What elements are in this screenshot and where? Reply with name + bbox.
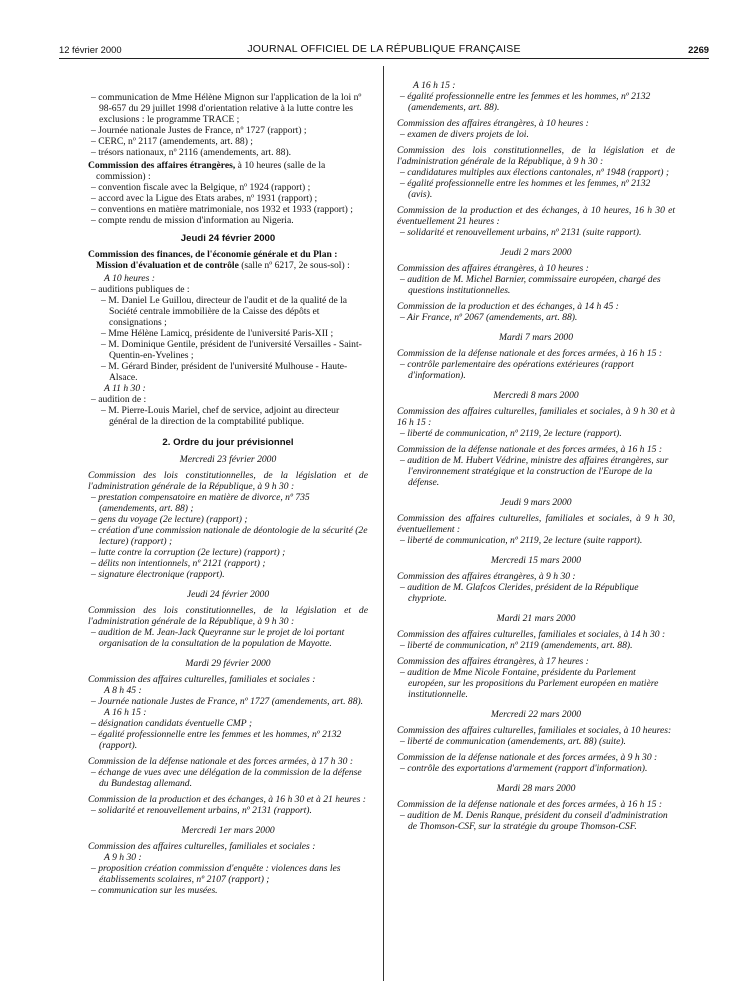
list-item-text: M. Gérard Binder, président de l'université Mulhouse - Haute-Alsace. (108, 361, 348, 383)
day-heading: Mercredi 15 mars 2000 (490, 555, 582, 566)
list-item-text: liberté de communication, nº 2119, 2e lecture (rapport). (407, 428, 622, 439)
list-item-text: Air France, nº 2067 (amendements, art. 88). (407, 312, 578, 323)
list-item-text: convention fiscale avec la Belgique, nº 1924 (rapport) ; (98, 182, 311, 193)
list-item (397, 274, 675, 296)
dash-marker: – (400, 667, 408, 678)
item-list (397, 312, 675, 323)
list-item-text: audition de M. Michel Barnier, commissaire européen, chargé des questions institutionnelles. (407, 274, 661, 296)
list-item-text: délits non intentionnels, nº 2121 (rapport) ; (98, 558, 266, 569)
commission-paragraph: Commission des affaires culturelles, familiales et sociales, à 9 h 30 et à 16 h 15 : (397, 406, 675, 428)
list-item-text: égalité professionnelle entre les hommes et les femmes, nº 2132 (avis). (407, 178, 651, 200)
item-list (397, 91, 675, 113)
day-heading: Jeudi 9 mars 2000 (500, 497, 572, 508)
day-heading: Mardi 28 mars 2000 (496, 783, 576, 794)
list-item (88, 339, 368, 361)
item-list (88, 696, 368, 707)
header-rule (59, 58, 709, 59)
dash-marker: – (400, 535, 408, 546)
dash-marker: – (91, 547, 99, 558)
dash-marker: – (91, 696, 99, 707)
dash-marker: – (91, 182, 99, 193)
dash-marker: – (91, 729, 99, 740)
list-item (88, 863, 368, 885)
list-item-text: audition de M. Hubert Védrine, ministre des affaires étrangères, sur l'environnement stratégique et la construction de l'Europe de la défense. (407, 455, 669, 488)
dash-marker: – (400, 227, 408, 238)
dash-marker: – (91, 92, 99, 103)
day-heading: Mardi 29 février 2000 (185, 658, 271, 669)
dash-marker: – (400, 91, 408, 102)
dash-marker: – (101, 339, 109, 350)
list-item (397, 640, 675, 651)
dash-marker: – (400, 763, 408, 774)
list-item-text: signature électronique (rapport). (98, 569, 225, 580)
item-list (88, 627, 368, 649)
list-item-text: désignation candidats éventuelle CMP ; (98, 718, 253, 729)
list-item-text: Journée nationale Justes de France, nº 1727 (rapport) ; (98, 125, 307, 136)
commission-paragraph: Commission des finances, de l'économie générale et du Plan : Mission d'évaluation et de contrôle (salle nº 6217, 2e sous-sol) : (88, 249, 350, 271)
list-item-text: communication sur les musées. (98, 885, 218, 896)
dash-marker: – (400, 167, 408, 178)
item-list (397, 640, 675, 651)
commission-paragraph: Commission de la défense nationale et des forces armées, à 16 h 15 : (397, 799, 663, 810)
dash-marker: – (91, 805, 99, 816)
day-heading: Jeudi 24 février 2000 (180, 233, 276, 244)
item-list (397, 167, 675, 200)
list-item (397, 582, 675, 604)
commission-paragraph: Commission des affaires étrangères, à 10 heures (salle de la commission) : (88, 160, 326, 182)
time-label: A 9 h 30 : (104, 852, 142, 863)
time-label: A 16 h 15 : (104, 707, 147, 718)
dash-marker: – (91, 767, 99, 778)
list-item-text: trésors nationaux, nº 2116 (amendements, art. 88). (98, 147, 292, 158)
commission-paragraph: Commission des lois constitutionnelles, de la législation et de l'administration générale de la République, à 9 h 30 : (397, 145, 675, 167)
list-item (88, 182, 368, 193)
commission-paragraph: Commission de la défense nationale et des forces armées, à 16 h 15 : (397, 444, 663, 455)
day-heading: Mercredi 23 février 2000 (179, 454, 277, 465)
list-item-text: accord avec la Ligue des Etats arabes, nº 1931 (rapport) ; (98, 193, 318, 204)
list-item (88, 328, 368, 339)
list-item (88, 136, 368, 147)
dash-marker: – (91, 125, 99, 136)
list-item-text: Journée nationale Justes de France, nº 1727 (amendements, art. 88). (98, 696, 364, 707)
item-list (88, 92, 368, 158)
dash-marker: – (91, 147, 99, 158)
list-item (88, 295, 368, 328)
list-item (397, 810, 675, 832)
dash-marker: – (101, 328, 109, 339)
list-item (397, 167, 675, 178)
item-list (397, 763, 675, 774)
list-item: – auditions publiques de : (91, 284, 190, 295)
list-item-text: égalité professionnelle entre les femmes et les hommes, nº 2132 (rapport). (98, 729, 342, 751)
day-heading: Jeudi 2 mars 2000 (500, 247, 572, 258)
dash-marker: – (91, 525, 99, 536)
list-item (397, 359, 675, 381)
item-list (397, 667, 675, 700)
item-list (397, 535, 675, 546)
list-item-text: liberté de communication (amendements, art. 88) (suite). (407, 736, 626, 747)
right-column (397, 80, 675, 832)
list-item (397, 129, 675, 140)
list-item (397, 667, 675, 700)
list-item-text: audition de M. Jean-Jack Queyranne sur le projet de loi portant organisation de la consultation de la population de Mayotte. (98, 627, 345, 649)
dash-marker: – (91, 863, 99, 874)
header-date: 12 février 2000 (59, 44, 122, 55)
list-item-text: solidarité et renouvellement urbains, nº 2131 (suite rapport). (407, 227, 642, 238)
commission-paragraph: Commission des affaires étrangères, à 17 heures : (397, 656, 589, 667)
dash-marker: – (400, 736, 408, 747)
list-item-text: M. Daniel Le Guillou, directeur de l'audit et de la qualité de la Société centrale immobilière de la Caisse des dépôts et consignations ; (108, 295, 348, 328)
dash-marker: – (400, 640, 408, 651)
time-label: A 8 h 45 : (104, 685, 142, 696)
day-heading: Mercredi 8 mars 2000 (493, 390, 579, 401)
commission-paragraph: Commission de la défense nationale et des forces armées, à 17 h 30 : (88, 756, 354, 767)
left-column (88, 92, 368, 896)
time-label: A 11 h 30 : (104, 383, 146, 394)
list-item (88, 204, 368, 215)
dash-marker: – (91, 215, 99, 226)
list-item-text: communication de Mme Hélène Mignon sur l'application de la loi nº 98-657 du 29 juillet 1998 d'orientation relative à la lutte contre les exclusions : le programme TRACE ; (98, 92, 362, 125)
item-list (88, 182, 368, 226)
dash-marker: – (400, 428, 408, 439)
list-item (397, 535, 675, 546)
dash-marker: – (400, 455, 408, 466)
list-item-text: contrôle parlementaire des opérations extérieures (rapport d'information). (407, 359, 634, 381)
item-list (397, 428, 675, 439)
list-item (397, 91, 675, 113)
list-item (88, 525, 368, 547)
dash-marker: – (91, 718, 99, 729)
list-item (88, 569, 368, 580)
list-item (88, 361, 368, 383)
list-item: – audition de : (91, 394, 147, 405)
list-item-text: liberté de communication, nº 2119 (amendements, art. 88). (407, 640, 633, 651)
list-item-text: candidatures multiples aux élections cantonales, nº 1948 (rapport) ; (407, 167, 670, 178)
commission-paragraph: Commission de la production et des échanges, à 14 h 45 : (397, 301, 619, 312)
commission-paragraph: Commission des affaires culturelles, familiales et sociales, à 10 heures: (397, 725, 672, 736)
item-list (88, 767, 368, 789)
list-item-text: gens du voyage (2e lecture) (rapport) ; (98, 514, 248, 525)
dash-marker: – (101, 361, 109, 372)
item-list (397, 359, 675, 381)
list-item-text: égalité professionnelle entre les femmes et les hommes, nº 2132 (amendements, art. 88). (407, 91, 651, 113)
section-heading: 2. Ordre du jour prévisionnel (162, 437, 294, 448)
commission-paragraph: Commission des affaires culturelles, familiales et sociales, à 9 h 30, éventuellement : (397, 513, 675, 535)
list-item (88, 729, 368, 751)
dash-marker: – (91, 885, 99, 896)
list-item (88, 627, 368, 649)
item-list (397, 455, 675, 488)
dash-marker: – (400, 274, 408, 285)
list-item (88, 92, 368, 125)
list-item-text: audition de M. Glafcos Clerides, président de la République chypriote. (407, 582, 639, 604)
commission-paragraph: Commission des affaires culturelles, familiales et sociales, à 14 h 30 : (397, 629, 666, 640)
list-item-text: lutte contre la corruption (2e lecture) (rapport) ; (98, 547, 286, 558)
list-item (88, 514, 368, 525)
list-item (88, 193, 368, 204)
list-item-text: Mme Hélène Lamicq, présidente de l'université Paris-XII ; (108, 328, 334, 339)
item-list (397, 810, 675, 832)
list-item (397, 736, 675, 747)
time-label: A 16 h 15 : (413, 80, 456, 91)
commission-paragraph: Commission de la production et des échanges, à 16 h 30 et à 21 heures : (88, 794, 367, 805)
dash-marker: – (91, 569, 99, 580)
dash-marker: – (91, 627, 99, 638)
page-header (59, 44, 709, 58)
list-item (88, 147, 368, 158)
item-list (88, 405, 368, 427)
day-heading: Jeudi 24 février 2000 (186, 589, 270, 600)
item-list (88, 718, 368, 751)
list-item (88, 767, 368, 789)
list-item-text: M. Dominique Gentile, président de l'université Versailles - Saint-Quentin-en-Yvelines ; (108, 339, 362, 361)
item-list (88, 295, 368, 383)
list-item-text: CERC, nº 2117 (amendements, art. 88) ; (98, 136, 253, 147)
column-divider (383, 66, 384, 981)
list-item (88, 696, 368, 707)
list-item (397, 178, 675, 200)
item-list (88, 863, 368, 896)
dash-marker: – (91, 136, 99, 147)
list-item-text: proposition création commission d'enquête : violences dans les établissements scolaires, nº 2107 (rapport) ; (98, 863, 341, 885)
item-list (397, 274, 675, 296)
dash-marker: – (91, 514, 99, 525)
dash-marker: – (91, 193, 99, 204)
list-item (88, 215, 368, 226)
list-item-text: contrôle des exportations d'armement (rapport d'information). (407, 763, 648, 774)
item-list (397, 736, 675, 747)
commission-paragraph: Commission des affaires étrangères, à 10 heures : (397, 263, 589, 274)
list-item (397, 428, 675, 439)
day-heading: Mercredi 22 mars 2000 (490, 709, 582, 720)
list-item (397, 227, 675, 238)
list-item (88, 558, 368, 569)
list-item-text: liberté de communication, nº 2119, 2e lecture (suite rapport). (407, 535, 643, 546)
list-item (88, 405, 368, 427)
list-item (88, 492, 368, 514)
dash-marker: – (400, 359, 408, 370)
list-item-text: conventions en matière matrimoniale, nos 1932 et 1933 (rapport) ; (98, 204, 353, 215)
commission-paragraph: Commission des affaires étrangères, à 10 heures : (397, 118, 589, 129)
list-item (88, 885, 368, 896)
commission-paragraph: Commission des lois constitutionnelles, de la législation et de l'administration générale de la République, à 9 h 30 : (88, 605, 368, 627)
dash-marker: – (101, 295, 109, 306)
page-number: 2269 (688, 44, 709, 55)
commission-paragraph: Commission des lois constitutionnelles, de la législation et de l'administration générale de la République, à 9 h 30 : (88, 470, 368, 492)
commission-paragraph: Commission de la production et des échanges, à 10 heures, 16 h 30 et éventuellement 21 heures : (397, 205, 675, 227)
item-list (397, 129, 675, 140)
list-item (88, 125, 368, 136)
list-item (397, 763, 675, 774)
list-item-text: compte rendu de mission d'information au Nigeria. (98, 215, 294, 226)
day-heading: Mardi 7 mars 2000 (499, 332, 573, 343)
list-item-text: prestation compensatoire en matière de divorce, nº 735 (amendements, art. 88) ; (98, 492, 310, 514)
dash-marker: – (91, 204, 99, 215)
list-item (397, 455, 675, 488)
dash-marker: – (400, 312, 408, 323)
day-heading: Mercredi 1er mars 2000 (181, 825, 275, 836)
list-item (88, 718, 368, 729)
dash-marker: – (101, 405, 109, 416)
dash-marker: – (400, 810, 408, 821)
list-item-text: création d'une commission nationale de déontologie de la sécurité (2e lecture) (rapport) ; (98, 525, 368, 547)
list-item (88, 547, 368, 558)
commission-paragraph: Commission des affaires culturelles, familiales et sociales : (88, 674, 316, 685)
list-item-text: échange de vues avec une délégation de la commission de la défense du Bundestag allemand. (98, 767, 362, 789)
commission-paragraph: Commission des affaires culturelles, familiales et sociales : (88, 841, 316, 852)
list-item-text: examen de divers projets de loi. (407, 129, 529, 140)
list-item (397, 312, 675, 323)
dash-marker: – (400, 129, 408, 140)
time-label: A 10 heures : (104, 273, 155, 284)
item-list (397, 227, 675, 238)
list-item-text: audition de Mme Nicole Fontaine, présidente du Parlement européen, sur les propositions du Parlement européen en matière institutionnelle. (407, 667, 659, 700)
list-item-text: audition de M. Denis Ranque, président du conseil d'administration de Thomson-CSF, sur la stratégie du groupe Thomson-CSF. (407, 810, 668, 832)
commission-paragraph: Commission des affaires étrangères, à 9 h 30 : (397, 571, 576, 582)
dash-marker: – (91, 492, 99, 503)
dash-marker: – (400, 178, 408, 189)
list-item-text: M. Pierre-Louis Mariel, chef de service, adjoint au directeur général de la direction de la comptabilité publique. (108, 405, 340, 427)
day-heading: Mardi 21 mars 2000 (496, 613, 576, 624)
dash-marker: – (91, 558, 99, 569)
commission-paragraph: Commission de la défense nationale et des forces armées, à 16 h 15 : (397, 348, 663, 359)
journal-title: JOURNAL OFFICIEL DE LA RÉPUBLIQUE FRANÇAISE (247, 43, 521, 55)
list-item (88, 805, 368, 816)
dash-marker: – (400, 582, 408, 593)
item-list (397, 582, 675, 604)
commission-paragraph: Commission de la défense nationale et des forces armées, à 9 h 30 : (397, 752, 658, 763)
list-item-text: solidarité et renouvellement urbains, nº 2131 (rapport). (98, 805, 312, 816)
item-list (88, 492, 368, 580)
item-list (88, 805, 368, 816)
